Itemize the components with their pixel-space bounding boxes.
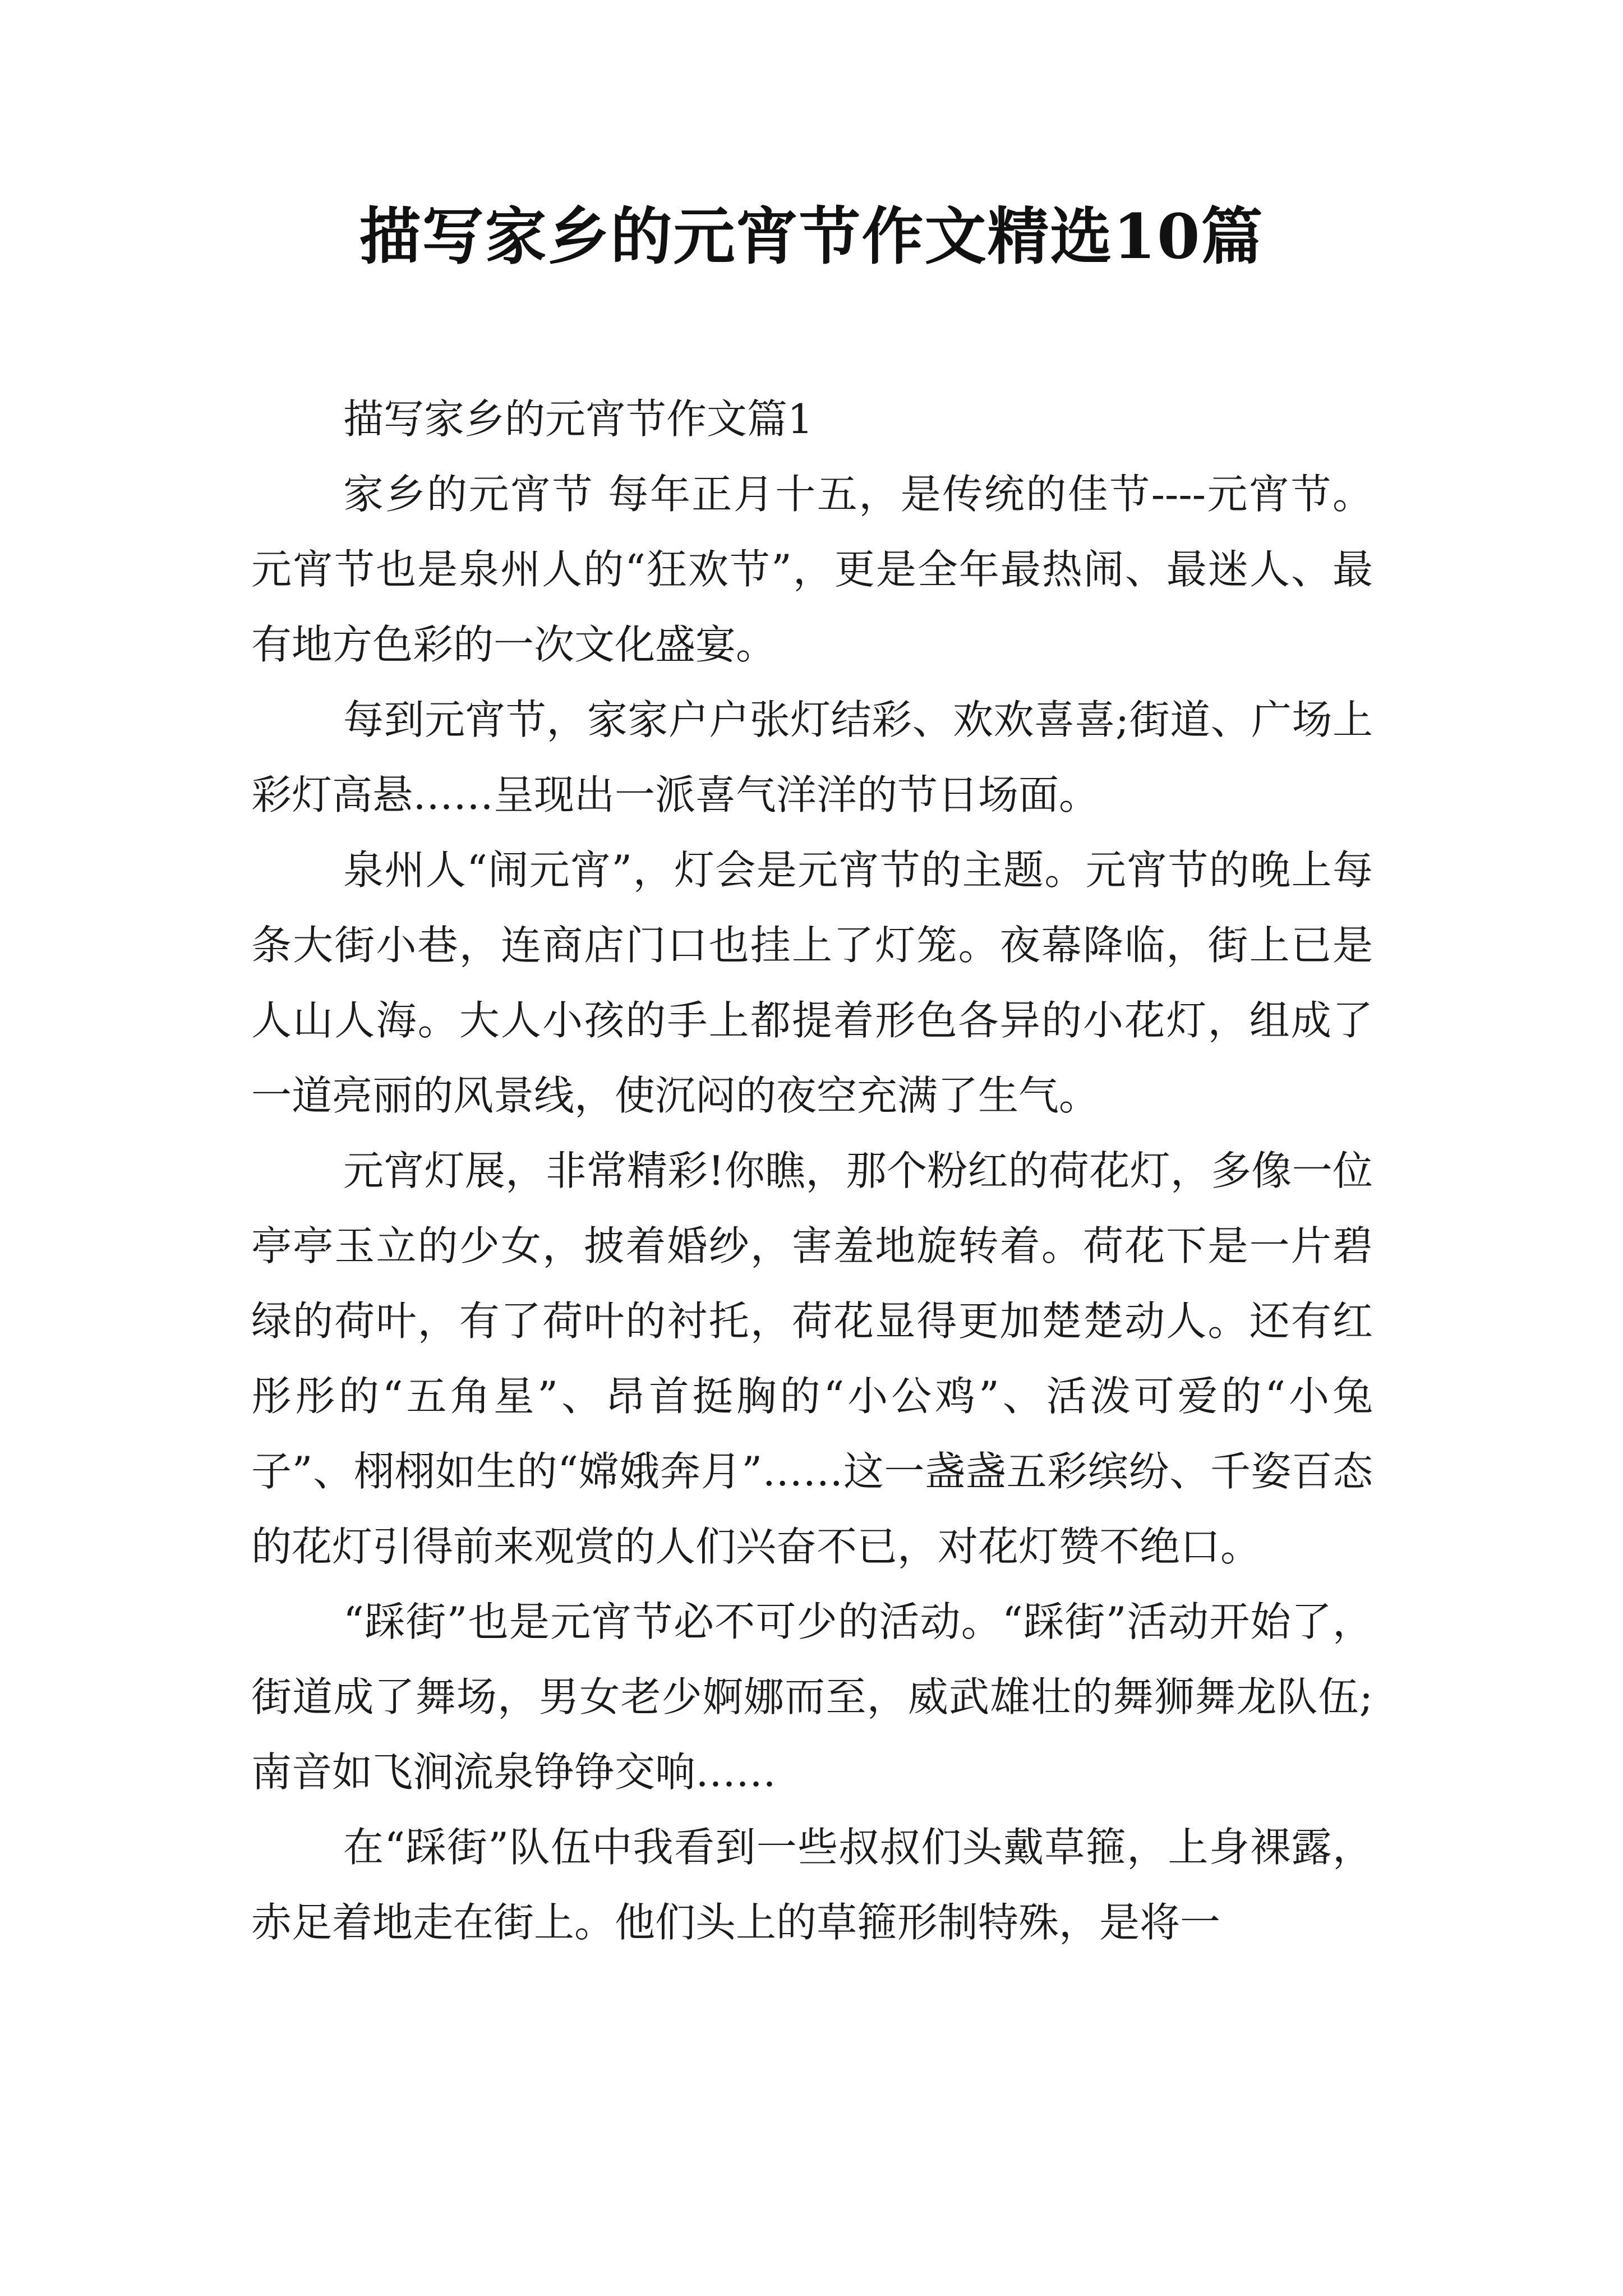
section-heading: 描写家乡的元宵节作文篇1: [343, 395, 813, 443]
paragraph: 元宵灯展，非常精彩!你瞧，那个粉红的荷花灯，多像一位亭亭玉立的少女，披着婚纱，害羞地旋转着。荷花下是一片碧绿的荷叶，有了荷叶的衬托，荷花显得更加楚楚动人。还有红彤彤的“五角星”、昂首挺胸的“小公鸡”、活泼可爱的“小兔子”、栩栩如生的“嫦娥奔月”……这一盏盏五彩缤纷、千姿百态的花灯引得前来观赏的人们兴奋不已，对花灯赞不绝口。: [251, 1147, 1373, 1570]
paragraph: 在“踩街”队伍中我看到一些叔叔们头戴草箍，上身裸露，赤足着地走在街上。他们头上的草箍形制特殊，是将一: [251, 1824, 1373, 1946]
paragraph: “踩街”也是元宵节必不可少的活动。“踩街”活动开始了，街道成了舞场，男女老少婀娜而至，威武雄壮的舞狮舞龙队伍;南音如飞涧流泉铮铮交响……: [251, 1598, 1373, 1796]
paragraph: 泉州人“闹元宵”，灯会是元宵节的主题。元宵节的晚上每条大街小巷，连商店门口也挂上了灯笼。夜幕降临，街上已是人山人海。大人小孩的手上都提着形色各异的小花灯，组成了一道亮丽的风景线，使沉闷的夜空充满了生气。: [251, 846, 1373, 1119]
document-title: 描写家乡的元宵节作文精选10篇: [359, 200, 1264, 273]
paragraph: 每到元宵节，家家户户张灯结彩、欢欢喜喜;街道、广场上彩灯高悬……呈现出一派喜气洋洋的节日场面。: [251, 696, 1373, 818]
document-body: [251, 381, 1373, 1960]
paragraph: 家乡的元宵节 每年正月十五，是传统的佳节----元宵节。元宵节也是泉州人的“狂欢节”，更是全年最热闹、最迷人、最有地方色彩的一次文化盛宴。: [251, 471, 1373, 668]
